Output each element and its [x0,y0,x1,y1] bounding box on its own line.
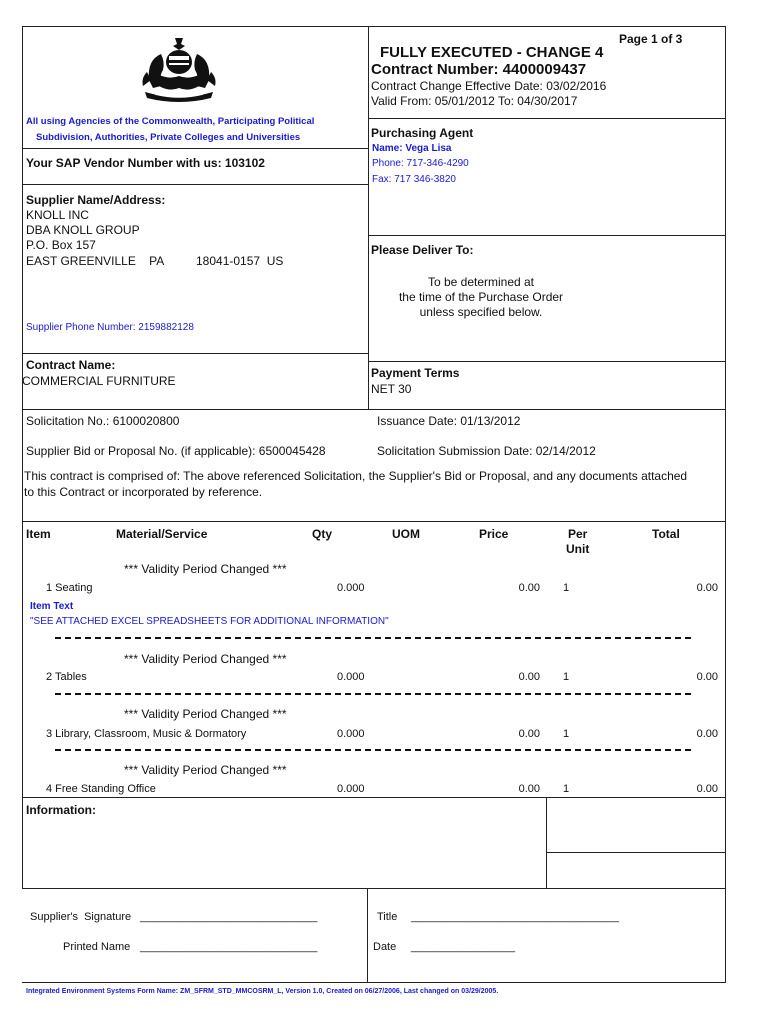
submission-date: Solicitation Submission Date: 02/14/2012 [377,444,596,458]
printed-name-label: Printed Name [63,941,131,953]
row-3-qty: 0.000 [337,728,365,740]
col-header-per: Per [568,527,588,541]
row-4-changed-note: *** Validity Period Changed *** [124,763,287,777]
valid-date-range: Valid From: 05/01/2012 To: 04/30/2017 [371,94,578,108]
row-4-price: 0.00 [518,783,540,795]
border-right [725,26,726,983]
divider-signature-mid [367,888,368,982]
row-2-qty: 0.000 [337,671,365,683]
deliver-line-1: To be determined at [427,275,535,289]
information-label: Information: [26,803,96,817]
supplier-bid-number: Supplier Bid or Proposal No. (if applicable): 6500045428 [26,444,326,458]
row-3-description: 3 Library, Classroom, Music & Dormatory [46,728,247,740]
row-1-per-unit: 1 [563,582,570,594]
divider-agent [368,235,726,236]
purchasing-agent-heading: Purchasing Agent [371,126,474,140]
row-separator [55,749,691,751]
payment-terms-value: NET 30 [371,382,412,396]
supplier-line-2: DBA KNOLL GROUP [26,223,140,237]
row-1-item-text-label: Item Text [30,601,74,612]
row-1-qty: 0.000 [337,582,365,594]
divider-information [22,797,726,798]
col-header-material: Material/Service [116,527,208,541]
contract-description-line-2: to this Contract or incorporated by reference. [24,485,263,499]
border-left [22,26,23,889]
purchasing-agent-name: Name: Vega Lisa [372,143,452,154]
divider-signature [22,888,726,889]
col-header-item: Item [26,527,51,541]
row-3-price: 0.00 [518,728,540,740]
row-1-description: 1 Seating [46,582,93,594]
divider-header [368,118,726,119]
date-label: Date [373,941,397,953]
row-4-per-unit: 1 [563,783,570,795]
purchasing-agent-phone: Phone: 717-346-4290 [372,158,469,169]
divider-table-top [22,521,726,522]
printed-name-line[interactable]: _____________________________ [140,941,318,953]
title-label: Title [377,911,398,923]
deliver-line-3: unless specified below. [419,305,543,319]
divider-supplier [22,353,368,354]
contract-number: Contract Number: 4400009437 [371,61,587,78]
row-3-total: 0.00 [696,728,718,740]
agencies-line-2: Subdivision, Authorities, Private Colleges and Universities [36,132,301,143]
row-4-description: 4 Free Standing Office [46,783,156,795]
date-line[interactable]: _________________ [411,941,516,953]
col-header-total: Total [652,527,680,541]
supplier-city-state: EAST GREENVILLE PA [26,254,165,268]
deliver-to-heading: Please Deliver To: [371,243,474,257]
divider-info-right [546,852,726,853]
form-footer: Integrated Environment Systems Form Name: ZM_SFRM_STD_MMCOSRM_L, Version 1.0, Created on 06/27/2006, Last changed on 03/29/2005. [26,988,499,995]
divider-agencies [22,148,368,149]
row-2-changed-note: *** Validity Period Changed *** [124,652,287,666]
col-header-qty: Qty [312,527,333,541]
solicitation-number: Solicitation No.: 6100020800 [26,414,180,428]
document-status-title: FULLY EXECUTED - CHANGE 4 [380,44,604,61]
divider-vendor [22,184,368,185]
col-header-uom: UOM [392,527,420,541]
deliver-line-2: the time of the Purchase Order [398,290,564,304]
supplier-line-3: P.O. Box 157 [26,238,96,252]
supplier-zip: 18041-0157 US [196,254,284,268]
supplier-line-1: KNOLL INC [26,208,89,222]
divider-contract [22,409,726,410]
purchasing-agent-fax: Fax: 717 346-3820 [372,174,456,185]
divider-vertical-top [368,26,369,410]
col-header-unit: Unit [566,542,590,556]
sap-vendor-number: Your SAP Vendor Number with us: 103102 [26,156,265,170]
payment-terms-heading: Payment Terms [371,366,460,380]
contract-description-line-1: This contract is comprised of: The above referenced Solicitation, the Supplier's Bid or Proposal, and any documents attached [24,469,688,483]
divider-deliver [368,361,726,362]
supplier-heading: Supplier Name/Address: [26,193,166,207]
agencies-line-1: All using Agencies of the Commonwealth, Participating Political [26,116,315,127]
row-3-per-unit: 1 [563,728,570,740]
border-bottom [22,982,726,983]
change-effective-date: Contract Change Effective Date: 03/02/2016 [371,79,607,93]
row-separator [55,637,691,639]
contract-name-heading: Contract Name: [26,358,116,372]
divider-info-mid [546,797,547,889]
row-4-qty: 0.000 [337,783,365,795]
row-1-item-text: "SEE ATTACHED EXCEL SPREADSHEETS FOR ADDITIONAL INFORMATION" [30,616,389,627]
row-1-total: 0.00 [696,582,718,594]
page-indicator: Page 1 of 3 [619,32,683,46]
issuance-date: Issuance Date: 01/13/2012 [377,414,521,428]
row-1-changed-note: *** Validity Period Changed *** [124,562,287,576]
row-4-total: 0.00 [696,783,718,795]
row-2-total: 0.00 [696,671,718,683]
border-top [22,26,726,27]
supplier-signature-line[interactable]: _____________________________ [140,911,318,923]
row-2-price: 0.00 [518,671,540,683]
col-header-price: Price [479,527,509,541]
supplier-signature-label: Supplier's Signature [30,911,132,923]
row-separator [55,693,691,695]
title-line[interactable]: __________________________________ [411,911,620,923]
contract-name-value: COMMERCIAL FURNITURE [22,374,176,388]
row-3-changed-note: *** Validity Period Changed *** [124,707,287,721]
row-1-price: 0.00 [518,582,540,594]
row-2-description: 2 Tables [46,671,87,683]
row-2-per-unit: 1 [563,671,570,683]
commonwealth-seal-icon [139,36,219,102]
supplier-phone: Supplier Phone Number: 2159882128 [26,322,194,333]
